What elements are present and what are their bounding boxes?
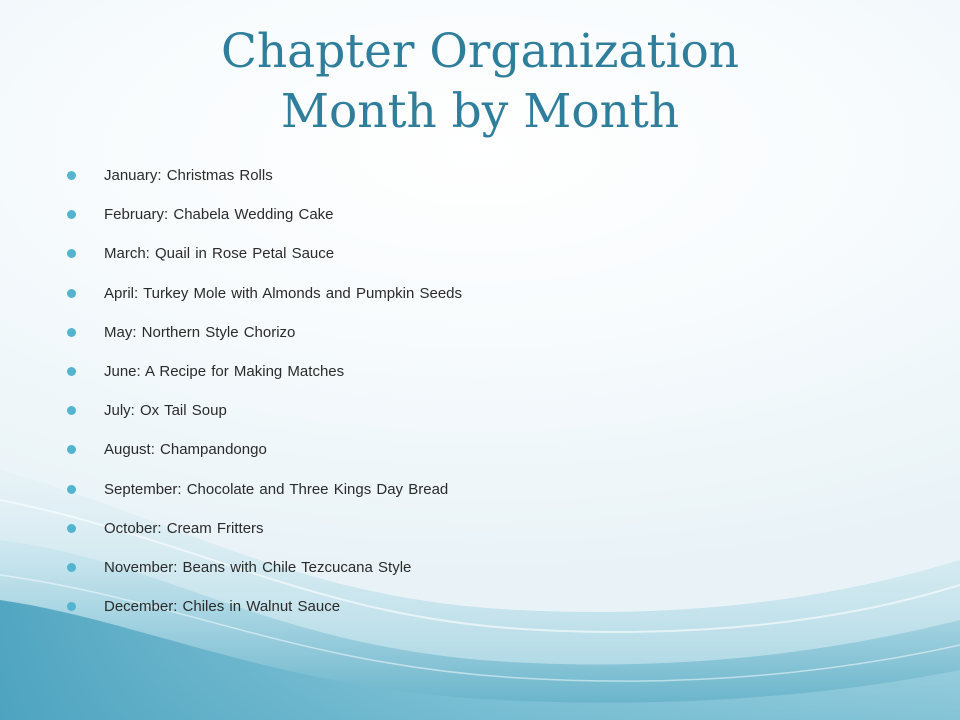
list-item-text: December: Chiles in Walnut Sauce bbox=[104, 598, 341, 616]
list-item bbox=[66, 516, 462, 555]
bullet-icon bbox=[67, 524, 76, 533]
list-item-text: May: Northern Style Chorizo bbox=[104, 323, 296, 341]
bullet-icon bbox=[67, 445, 76, 454]
bullet-icon bbox=[67, 171, 76, 180]
list-item bbox=[66, 594, 462, 633]
bullet-icon bbox=[67, 602, 76, 611]
bullet-icon bbox=[67, 249, 76, 258]
list-item bbox=[66, 320, 462, 359]
list-item bbox=[66, 398, 462, 437]
slide-title bbox=[0, 22, 960, 142]
list-item bbox=[66, 241, 462, 280]
bullet-icon bbox=[67, 328, 76, 337]
title-line-1: Chapter Organization bbox=[220, 24, 740, 79]
list-item-text: January: Christmas Rolls bbox=[104, 167, 273, 184]
list-item bbox=[66, 281, 462, 320]
bullet-icon bbox=[67, 367, 76, 376]
bullet-icon bbox=[67, 406, 76, 415]
bullet-icon bbox=[67, 485, 76, 494]
list-item-text: September: Chocolate and Three Kings Day Bread bbox=[104, 480, 449, 498]
list-item-text: April: Turkey Mole with Almonds and Pumpkin Seeds bbox=[104, 284, 462, 302]
bullet-icon bbox=[67, 563, 76, 572]
list-item-text: October: Cream Fritters bbox=[104, 519, 264, 537]
list-item-text: November: Beans with Chile Tezcucana Style bbox=[104, 558, 412, 576]
list-item bbox=[66, 437, 462, 476]
list-item-text: March: Quail in Rose Petal Sauce bbox=[104, 245, 335, 263]
list-item bbox=[66, 359, 462, 398]
list-item-text: June: A Recipe for Making Matches bbox=[104, 362, 345, 380]
bullet-icon bbox=[67, 210, 76, 219]
list-item-text: August: Champandongo bbox=[104, 441, 267, 459]
list-item bbox=[66, 477, 462, 516]
chapter-list bbox=[66, 163, 462, 633]
list-item bbox=[66, 163, 462, 202]
list-item-text: July: Ox Tail Soup bbox=[104, 402, 227, 420]
bullet-icon bbox=[67, 289, 76, 298]
title-line-2: Month by Month bbox=[280, 84, 680, 139]
list-item bbox=[66, 202, 462, 241]
list-item bbox=[66, 555, 462, 594]
list-item-text: February: Chabela Wedding Cake bbox=[104, 206, 334, 224]
